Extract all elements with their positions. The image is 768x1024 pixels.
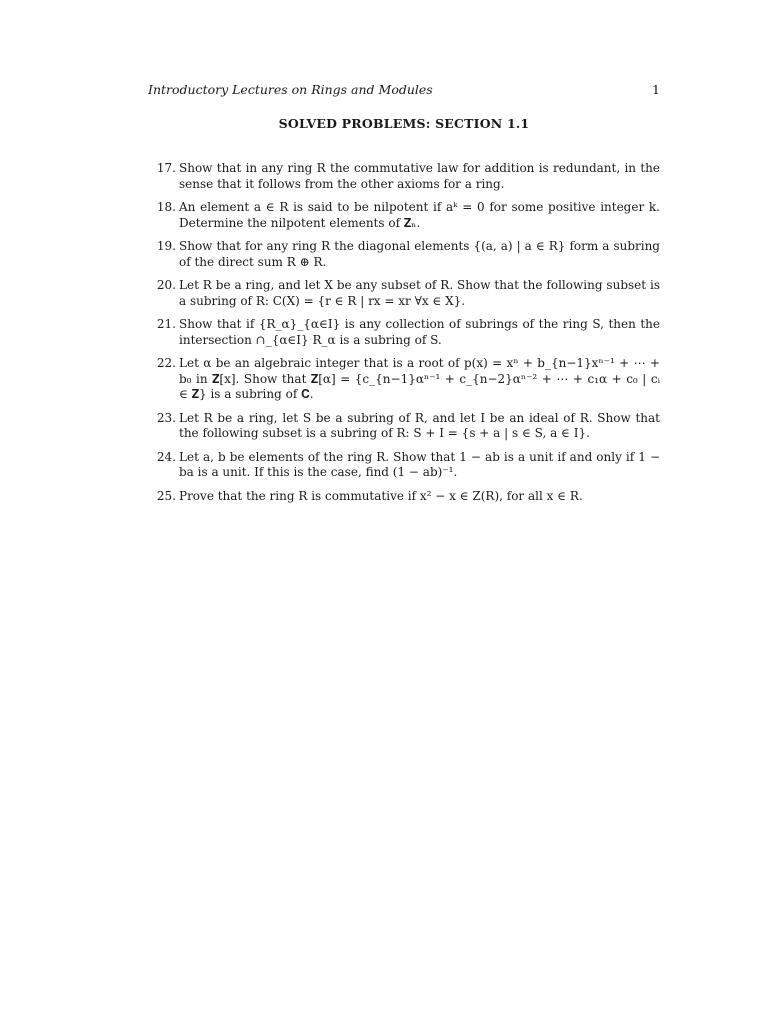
problem-number: 19. bbox=[156, 239, 176, 253]
problem-text: Show that if {R_α}_{α∈I} is any collection of subrings of the ring S, then the intersection ∩_{α∈I} R_α is a subring of S. bbox=[179, 317, 660, 347]
section-title: SOLVED PROBLEMS: SECTION 1.1 bbox=[278, 116, 530, 131]
problem-text: Let R be a ring, and let X be any subset of R. Show that the following subset is a subring of R: C(X) = {r ∈ R | rx = xr ∀x ∈ X}. bbox=[179, 278, 660, 308]
problem-25 bbox=[148, 489, 660, 505]
problem-19 bbox=[148, 239, 660, 270]
problem-number: 18. bbox=[156, 200, 176, 214]
problem-number: 21. bbox=[156, 317, 176, 331]
problem-list bbox=[148, 161, 660, 512]
problem-text: Let a, b be elements of the ring R. Show that 1 − ab is a unit if and only if 1 − ba is a unit. If this is the case, find (1 − ab)⁻¹. bbox=[179, 449, 660, 479]
problem-number: 23. bbox=[156, 410, 176, 425]
running-header bbox=[148, 82, 660, 98]
problem-text: Prove that the ring R is commutative if x² − x ∈ Z(R), for all x ∈ R. bbox=[179, 488, 583, 503]
problem-21 bbox=[148, 317, 660, 348]
problem-number: 24. bbox=[156, 449, 176, 464]
problem-number: 22. bbox=[156, 356, 176, 370]
problem-23 bbox=[148, 411, 660, 442]
problem-number: 20. bbox=[156, 278, 176, 292]
problem-text: Let α be an algebraic integer that is a root of p(x) = xⁿ + b_{n−1}xⁿ⁻¹ + ⋯ + b₀ in 𝐙[x]. Show that 𝐙[α] = {c_{n−1}αⁿ⁻¹ + c_{n−2}αⁿ⁻² + ⋯ + c₁α + c₀ | cᵢ ∈ 𝐙} is a subring of 𝐂. bbox=[179, 356, 660, 401]
problem-text: Let R be a ring, let S be a subring of R, and let I be an ideal of R. Show that the following subset is a subring of R: S + I = {s + a | s ∈ S, a ∈ I}. bbox=[179, 410, 660, 440]
page-number: 1 bbox=[652, 82, 660, 97]
problem-number: 17. bbox=[156, 161, 176, 175]
problem-17 bbox=[148, 161, 660, 192]
problem-text: Show that in any ring R the commutative law for addition is redundant, in the sense that it follows from the other axioms for a ring. bbox=[179, 161, 660, 191]
problem-text: An element a ∈ R is said to be nilpotent if aᵏ = 0 for some positive integer k. Determine the nilpotent elements of 𝐙ₙ. bbox=[179, 200, 660, 230]
problem-18 bbox=[148, 200, 660, 231]
problem-number: 25. bbox=[156, 488, 176, 503]
running-title: Introductory Lectures on Rings and Modules bbox=[148, 82, 433, 97]
problem-20 bbox=[148, 278, 660, 309]
problem-22 bbox=[148, 356, 660, 403]
problem-24 bbox=[148, 450, 660, 481]
problem-text: Show that for any ring R the diagonal elements {(a, a) | a ∈ R} form a subring of the direct sum R ⊕ R. bbox=[179, 239, 660, 269]
